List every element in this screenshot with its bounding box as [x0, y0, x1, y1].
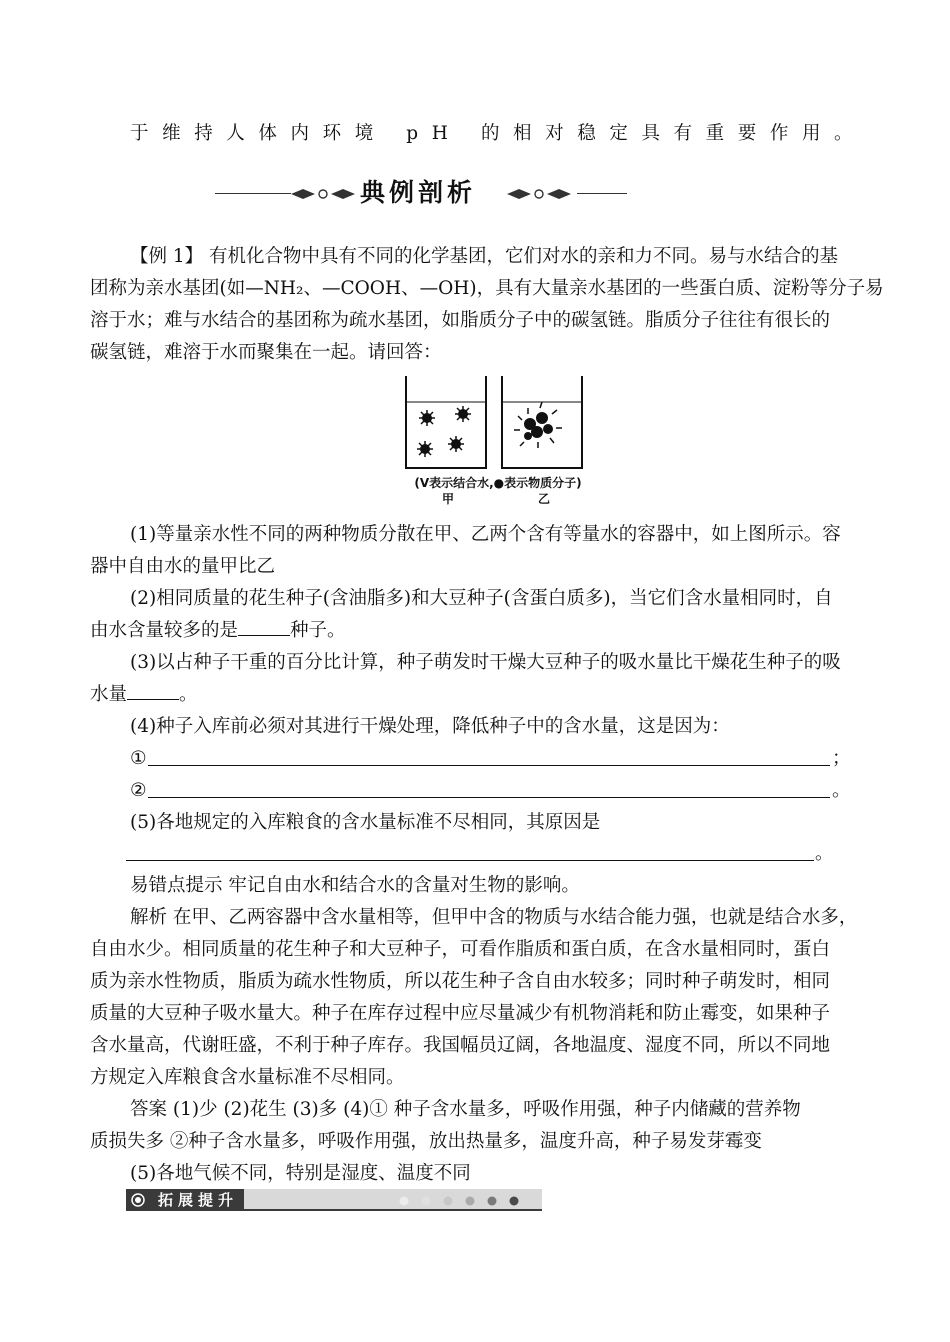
question-3-text-b: 。 — [179, 684, 198, 705]
analysis-line-3: 质为亲水性物质，脂质为疏水性物质，所以花生种子含自由水较多；同时种子萌发时，相同 — [90, 971, 831, 992]
answer-line-4-2[interactable] — [148, 797, 830, 798]
analysis-line-1: 解析 在甲、乙两容器中含水量相等，但甲中含的物质与水结合能力强，也就是结合水多， — [130, 907, 858, 928]
section-bar-label-block — [126, 1189, 244, 1211]
figure-caption: (V表示结合水,●表示物质分子) — [414, 476, 582, 490]
analysis-line-5: 含水量高，代谢旺盛，不利于种子库存。我国幅员辽阔，各地温度、湿度不同，所以不同地 — [90, 1035, 831, 1056]
answer-line-2: 质损失多 ②种子含水量多，呼吸作用强，放出热量多，温度升高，种子易发芽霉变 — [90, 1131, 762, 1152]
question-5-line-1: (5)各地规定的入库粮食的含水量标准不尽相同，其原因是 — [130, 812, 601, 833]
question-5-end: 。 — [815, 843, 834, 864]
question-2-text-a: 由水含量较多的是 — [90, 620, 239, 641]
example-line-1 — [130, 241, 838, 273]
answer-blank-2[interactable] — [238, 615, 290, 636]
question-4-line-1: (4)种子入库前必须对其进行干燥处理，降低种子中的含水量，这是因为： — [130, 716, 730, 737]
example-intro-line-1: 有机化合物中具有不同的化学基团，它们对水的亲和力不同。易与水结合的基 — [209, 246, 839, 267]
question-2-text-b: 种子。 — [290, 620, 346, 641]
answer-blank-1[interactable] — [275, 551, 317, 572]
ornament-left-icon — [289, 184, 359, 204]
answer-line-4-1[interactable] — [148, 765, 830, 766]
question-4-item-1-marker: ① — [130, 748, 147, 769]
question-4-item-2-end: 。 — [832, 780, 851, 801]
section-bar-label: 拓展提升 — [158, 1191, 239, 1209]
question-2-line-1: (2)相同质量的花生种子(含油脂多)和大豆种子(含蛋白质多)，当它们含水量相同时，自 — [130, 588, 833, 609]
section-bar — [126, 1189, 542, 1211]
figure-label-jia: 甲 — [442, 492, 455, 506]
question-1-line-2 — [90, 551, 317, 583]
question-4-item-2-marker: ② — [130, 780, 147, 801]
question-1-line-1: (1)等量亲水性不同的两种物质分散在甲、乙两个含有等量水的容器中，如上图所示。容 — [130, 524, 841, 545]
beaker-diagram — [398, 374, 598, 476]
hint-text: 易错点提示 牢记自由水和结合水的含量对生物的影响。 — [130, 875, 580, 896]
question-3-text-a: 水量 — [90, 684, 128, 705]
question-3-line-1: (3)以占种子干重的百分比计算，种子萌发时干燥大豆种子的吸水量比干燥花生种子的吸 — [130, 652, 841, 673]
example-label: 【例 1】 — [130, 246, 204, 267]
example-intro-line-4: 碳氢链，难溶于水而聚集在一起。请回答： — [90, 342, 442, 363]
figure-label-yi: 乙 — [538, 492, 551, 506]
title-rule-left — [215, 193, 291, 194]
section-title-text: 典例剖析 — [360, 178, 477, 207]
title-rule-right — [577, 193, 627, 194]
answer-blank-3[interactable] — [127, 679, 179, 700]
analysis-line-2: 自由水少。相同质量的花生种子和大豆种子，可看作脂质和蛋白质，在含水量相同时，蛋白 — [90, 939, 831, 960]
top-line-text: 于维持人体内环境 pH 的相对稳定具有重要作用。 — [130, 123, 867, 144]
ornament-right-icon — [505, 184, 575, 204]
section-title — [215, 176, 625, 212]
answer-line-3: (5)各地气候不同，特别是湿度、温度不同 — [130, 1163, 471, 1184]
progress-dots-icon — [396, 1196, 526, 1206]
question-2-line-2 — [90, 615, 346, 647]
answer-line-5[interactable] — [126, 860, 814, 861]
answer-line-1: 答案 (1)少 (2)花生 (3)多 (4)① 种子含水量多，呼吸作用强，种子内储藏的营养物 — [130, 1099, 801, 1120]
analysis-line-6: 方规定入库粮食含水量标准不尽相同。 — [90, 1067, 405, 1088]
target-circle-icon — [131, 1193, 145, 1207]
question-1-text: 器中自由水的量甲比乙 — [90, 556, 276, 577]
example-intro-line-3: 溶于水；难与水结合的基团称为疏水基团，如脂质分子中的碳氢链。脂质分子往往有很长的 — [90, 310, 831, 331]
beaker-figure — [398, 374, 598, 514]
question-4-item-1-end: ； — [832, 748, 851, 769]
question-3-line-2 — [90, 679, 198, 711]
section-bar-edge — [126, 1209, 542, 1211]
molecule-cluster-right — [524, 412, 553, 440]
example-intro-line-2: 团称为亲水基团(如—NH₂、—COOH、—OH)，具有大量亲水基团的一些蛋白质、淀粉等分子易 — [90, 278, 884, 299]
analysis-line-4: 质量的大豆种子吸水量大。种子在库存过程中应尽量减少有机物消耗和防止霉变，如果种子 — [90, 1003, 831, 1024]
